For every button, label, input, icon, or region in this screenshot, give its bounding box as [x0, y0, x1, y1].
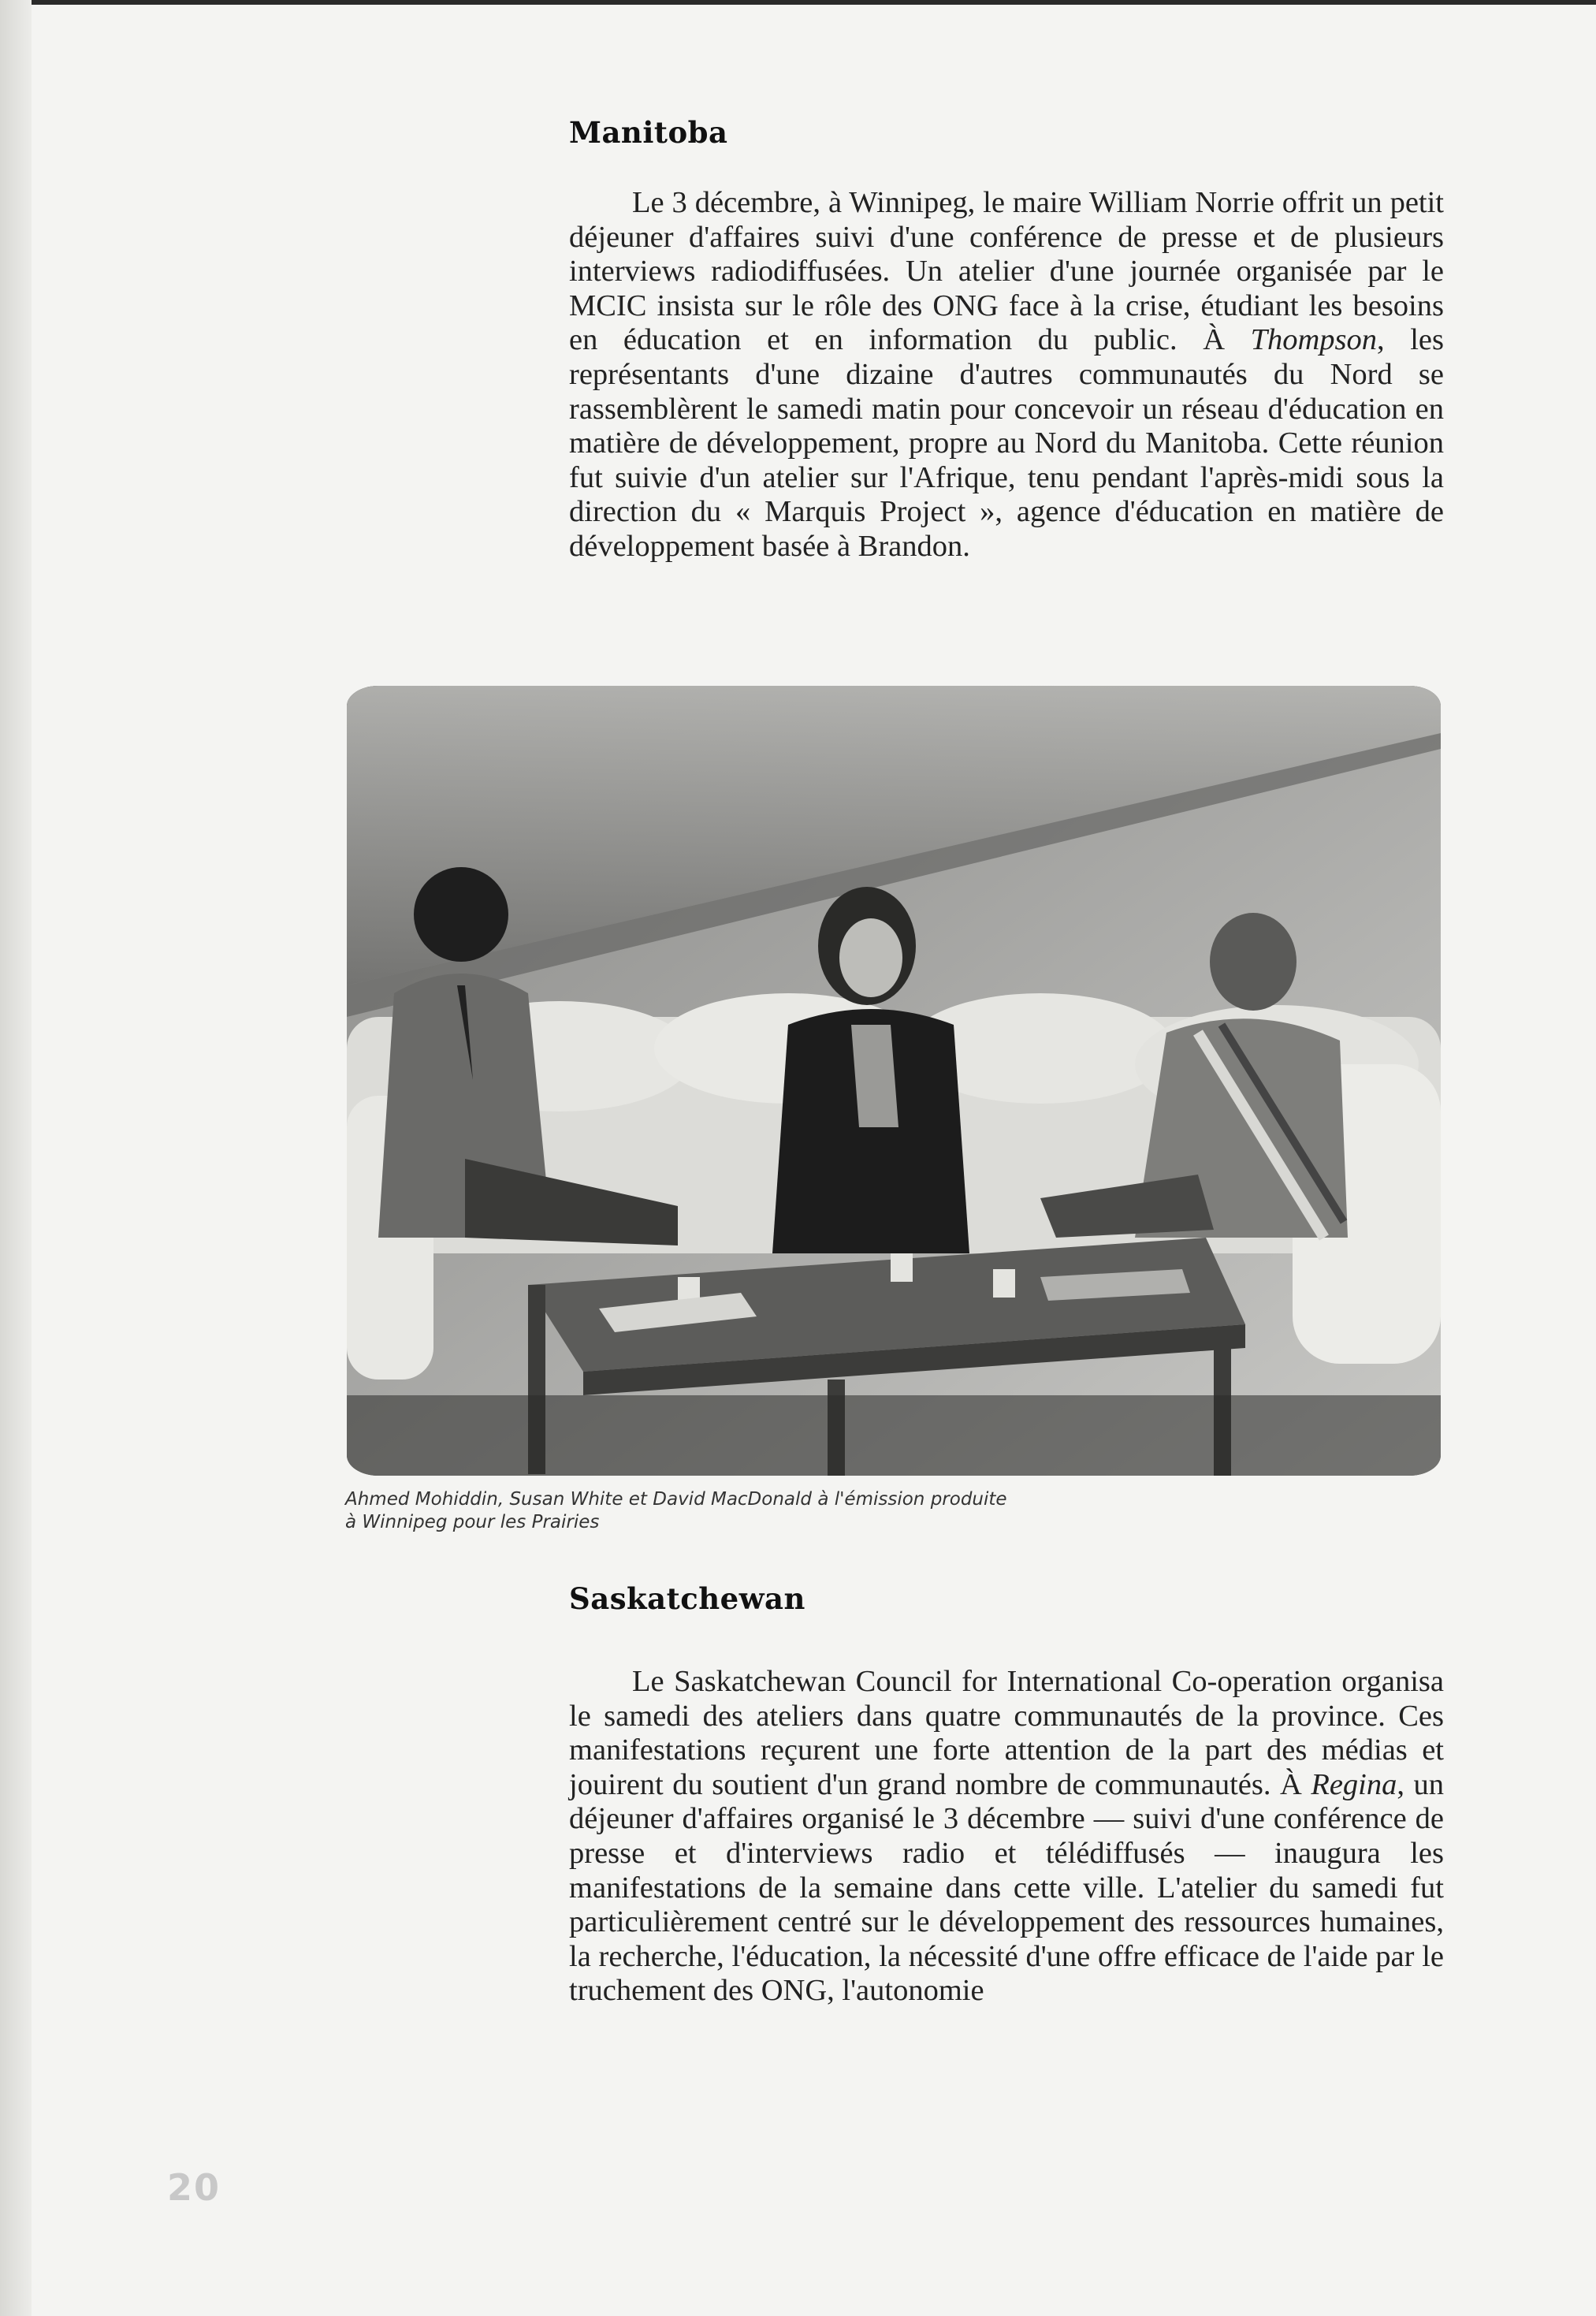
paragraph-text: Le 3 décembre, à Winnipeg, le maire William Norrie offrit un petit déjeuner d'affaires suivi d'une conférence de presse et de plusieurs interviews radiodiffusées. Un atelier d'une journée organisée par le MCIC insista sur le rôle des ONG face à la crise, étudiant les besoins en éducation et en information du public. À: [569, 186, 1444, 357]
photo-illustration: [347, 686, 1441, 1476]
caption-line: à Winnipeg pour les Prairies: [345, 1512, 600, 1532]
page-number: 20: [167, 2166, 221, 2209]
place-name-italic: Thompson: [1250, 323, 1378, 357]
page-edge-shadow: [0, 0, 32, 2316]
section-paragraph-manitoba: [569, 186, 1444, 564]
paragraph-text: , les représentants d'une dizaine d'autres communautés du Nord se rassemblèrent le samedi matin pour concevoir un réseau d'éducation en matière de développement, propre au Nord du Manitoba. Cette réunion fut suivie d'un atelier sur l'Afrique, tenu pendant l'après-midi sous la direction du « Marquis Project », agence d'éducation en matière de développement basée à Brandon.: [569, 323, 1444, 563]
paragraph-text: , un déjeuner d'affaires organisé le 3 décembre — suivi d'une conférence de presse et d'interviews radio et télédiffusés — inaugura les manifestations de la semaine dans cette ville. L'atelier du samedi fut particulièrement centré sur le développement des ressources humaines, la recherche, l'éducation, la nécessité d'une offre efficace de l'aide par le truchement des ONG, l'autonomie: [569, 1767, 1445, 2008]
photo-caption: [345, 1488, 1291, 1534]
top-border: [0, 0, 1596, 5]
place-name-italic: Regina: [1311, 1767, 1397, 1801]
section-heading-manitoba: Manitoba: [569, 115, 728, 150]
section-paragraph-saskatchewan: [569, 1665, 1444, 2009]
section-heading-saskatchewan: Saskatchewan: [569, 1581, 805, 1616]
caption-line: Ahmed Mohiddin, Susan White et David MacDonald à l'émission produite: [345, 1489, 1007, 1510]
photo-tv-studio: [347, 686, 1441, 1476]
paragraph-text: Le Saskatchewan Council for International Co-operation organisa le samedi des ateliers dans quatre communautés de la province. Ces manifestations reçurent une forte attention de la part des médias et jouirent du soutient d'un grand nombre de communautés. À: [569, 1665, 1444, 1801]
